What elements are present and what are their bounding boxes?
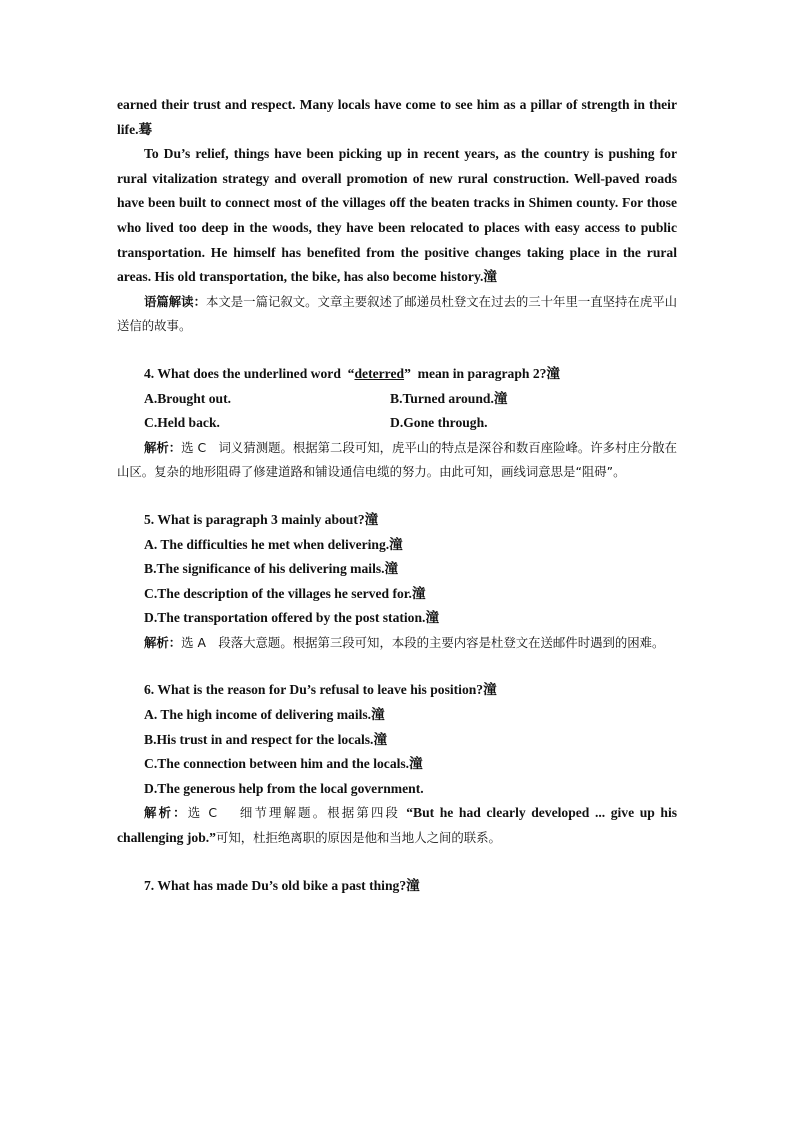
- question-6-option-d: D.The generous help from the local government.: [144, 780, 424, 796]
- question-6-explanation: 解析：选 C 细节理解题。根据第四段 “But he had clearly developed ... give up his challenging job.”可知，杜拒绝离职的原因是他和当地人之间的联系。: [117, 805, 678, 846]
- question-6-option-a: A. The high income of delivering mails.潼: [144, 707, 385, 723]
- question-7-stem: 7. What has made Du’s old bike a past thing?潼: [144, 877, 420, 893]
- spacer: [117, 485, 677, 508]
- question-4-stem: 4. What does the underlined word “deterred” mean in paragraph 2?潼: [144, 365, 561, 381]
- question-5-option-a: A. The difficulties he met when delivering.潼: [144, 536, 403, 552]
- question-6-stem: 6. What is the reason for Du’s refusal to leave his position?潼: [144, 682, 497, 698]
- question-6-option-c: C.The connection between him and the locals.潼: [144, 756, 423, 772]
- spacer: [117, 851, 677, 874]
- question-5-explanation: 解析：选 A 段落大意题。根据第三段可知，本段的主要内容是杜登文在送邮件时遇到的困难。: [144, 634, 665, 650]
- spacer: [117, 655, 677, 678]
- spacer: [117, 339, 677, 362]
- question-5-stem: 5. What is paragraph 3 mainly about?潼: [144, 511, 379, 527]
- passage-analysis: [117, 290, 677, 339]
- question-4-option-a: A.Brought out.: [144, 390, 231, 406]
- analysis-label: 语篇解读：: [144, 293, 206, 309]
- question-4-option-c: C.Held back.: [144, 415, 220, 431]
- passage-paragraph-1: earned their trust and respect. Many locals have come to see him as a pillar of strength in their life.蓦: [117, 97, 677, 137]
- question-4-options-row-1: [117, 387, 677, 412]
- question-5-option-c: C.The description of the villages he served for.潼: [144, 585, 426, 601]
- question-6-option-b: B.His trust in and respect for the locals.潼: [144, 731, 388, 747]
- question-4-options-row-2: [117, 411, 677, 436]
- question-4-option-d: D.Gone through.: [390, 415, 488, 431]
- passage-paragraph-2: To Du’s relief, things have been picking up in recent years, as the country is pushing for rural vitalization strategy and overall promotion of new rural construction. Well-paved roads have been built to connect most of the villages off the beaten tracks in Shimen county. For those who lived too deep in the woods, they have been relocated to places with easy access to public transportation. He himself has benefited from the positive changes taking place in the rural areas. His old transportation, the bike, has also become history.潼: [117, 146, 677, 285]
- analysis-text: 本文是一篇记叙文。文章主要叙述了邮递员杜登文在过去的三十年里一直坚持在虎平山送信的故事。: [117, 293, 678, 334]
- question-4-explanation: 解析：选 C 词义猜测题。根据第二段可知，虎平山的特点是深谷和数百座险峰。许多村庄分散在山区。复杂的地形阻碍了修建道路和铺设通信电缆的努力。由此可知，画线词意思是“阻碍”。: [117, 439, 677, 480]
- question-4-option-b: B.Turned around.潼: [390, 390, 508, 406]
- question-5-option-d: D.The transportation offered by the post station.潼: [144, 610, 440, 626]
- underlined-word: deterred: [354, 365, 405, 381]
- document-page: [117, 93, 677, 898]
- question-5-option-b: B.The significance of his delivering mails.潼: [144, 561, 399, 577]
